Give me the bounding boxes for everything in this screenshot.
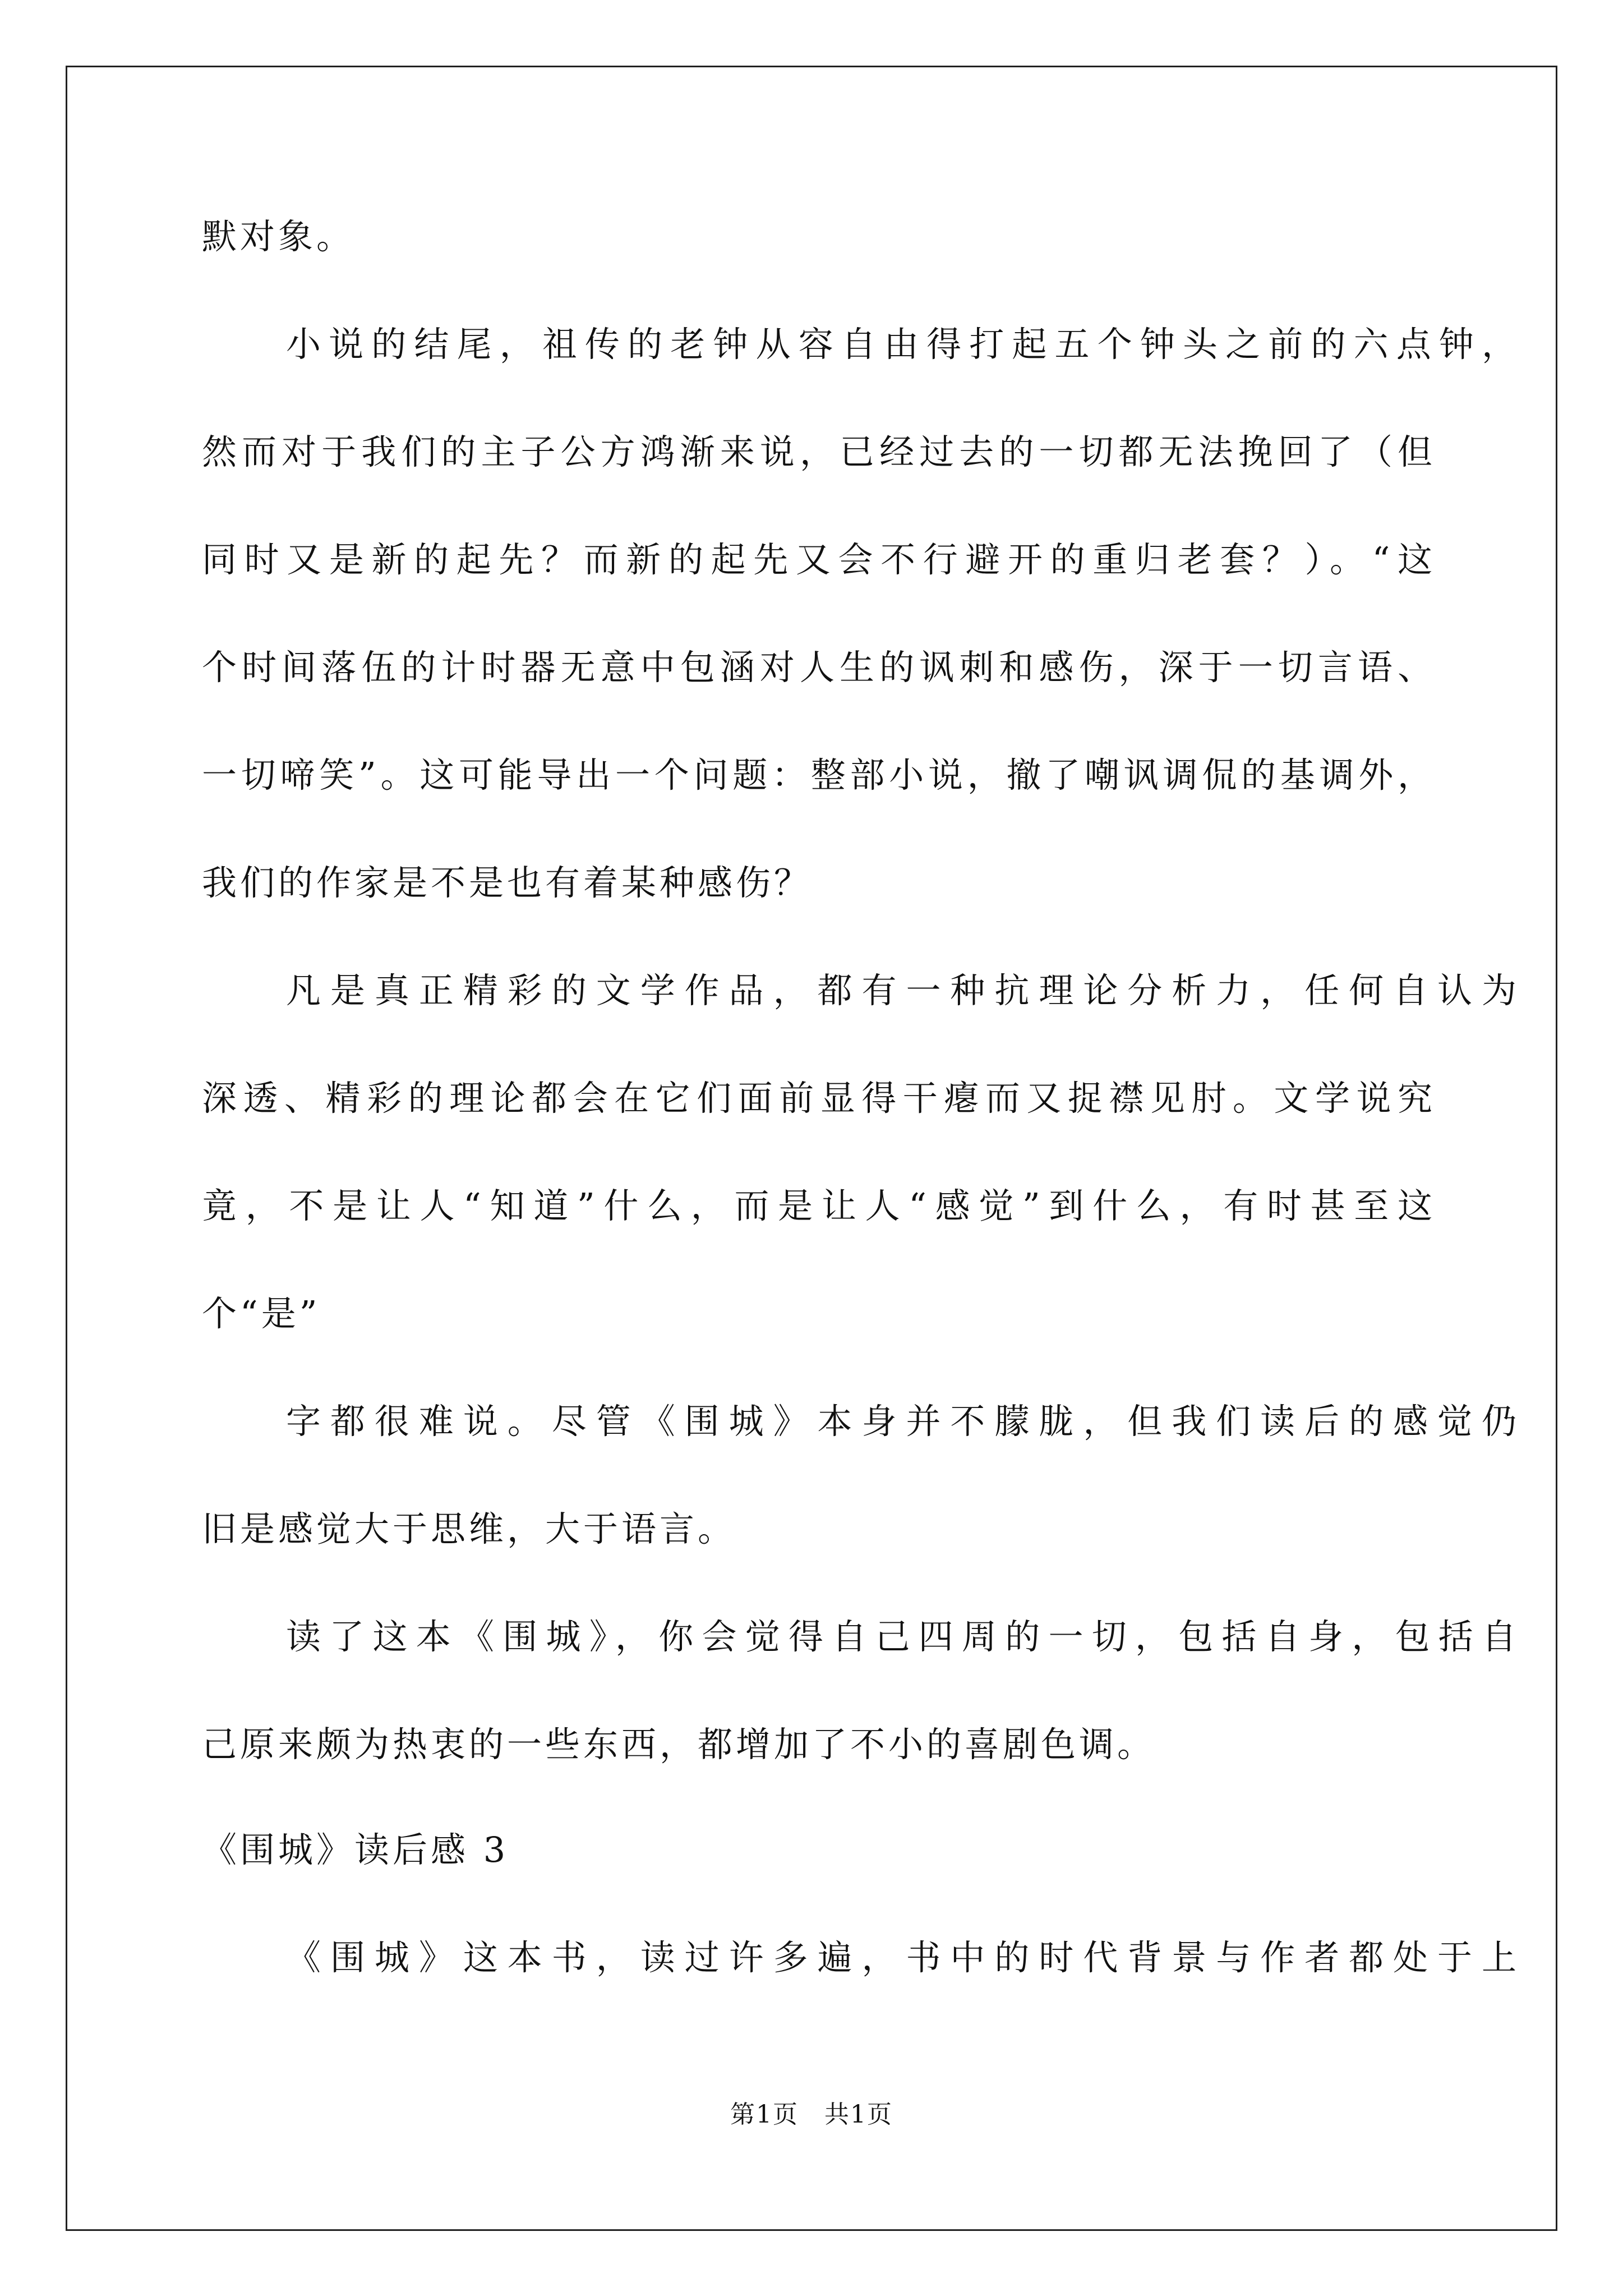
section-heading: 《围城》读后感 3: [202, 1829, 509, 1870]
page-border: [66, 66, 1557, 2231]
text-line: 个“是”: [202, 1293, 321, 1334]
text-line: 小说的结尾，祖传的老钟从容自由得打起五个钟头之前的六点钟，: [286, 324, 1520, 365]
page-footer: 第1页 共1页: [730, 2100, 893, 2129]
text-line: 《围城》这本书，读过许多遍，书中的时代背景与作者都处于上: [286, 1937, 1520, 1978]
text-line: 字都很难说。尽管《围城》本身并不朦胧，但我们读后的感觉仍: [286, 1401, 1520, 1442]
text-line: 默对象。: [202, 216, 355, 257]
text-line: 深透、精彩的理论都会在它们面前显得干瘪而又捉襟见肘。文学说究: [202, 1078, 1436, 1119]
text-line: 凡是真正精彩的文学作品，都有一种抗理论分析力，任何自认为: [286, 970, 1520, 1011]
text-line: 然而对于我们的主子公方鸿渐来说，已经过去的一切都无法挽回了（但: [202, 431, 1436, 472]
text-line: 个时间落伍的计时器无意中包涵对人生的讽刺和感伤，深于一切言语、: [202, 647, 1436, 688]
text-line: 一切啼笑”。这可能导出一个问题：整部小说，撤了嘲讽调侃的基调外，: [202, 754, 1436, 795]
text-line: 我们的作家是不是也有着某种感伤？: [202, 862, 813, 903]
text-line: 读了这本《围城》，你会觉得自己四周的一切，包括自身，包括自: [286, 1616, 1520, 1657]
text-line: 竟，不是让人“知道”什么，而是让人“感觉”到什么，有时甚至这: [202, 1185, 1436, 1226]
text-line: 己原来颇为热衷的一些东西，都增加了不小的喜剧色调。: [202, 1724, 1156, 1765]
text-line: 旧是感觉大于思维，大于语言。: [202, 1508, 736, 1549]
text-line: 同时又是新的起先？而新的起先又会不行避开的重归老套？）。“这: [202, 539, 1436, 580]
